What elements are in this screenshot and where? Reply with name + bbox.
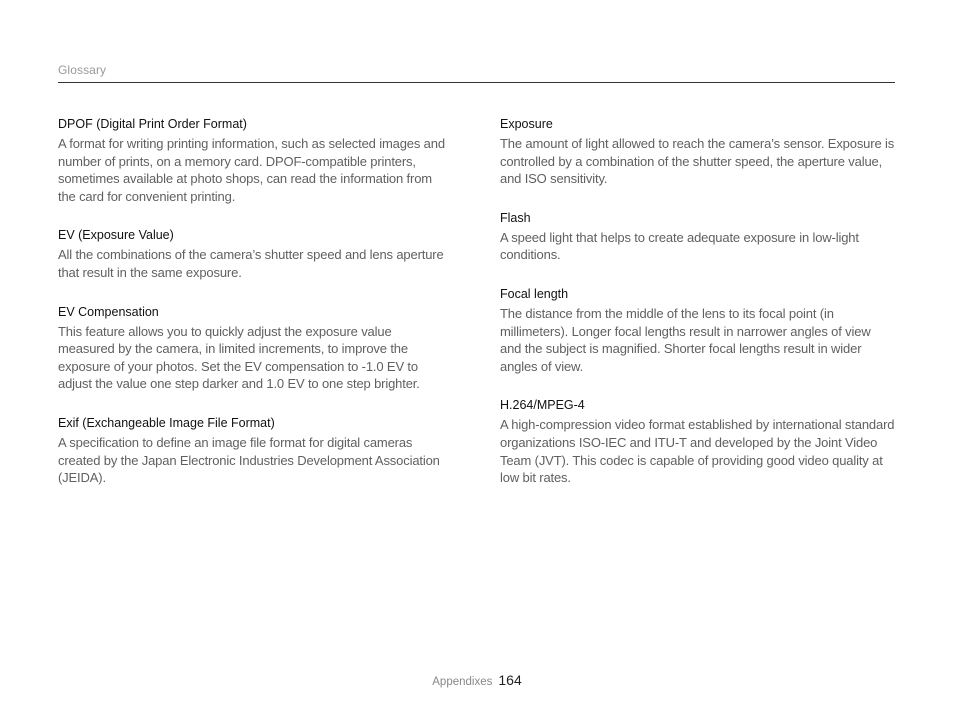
glossary-entry-flash <box>500 210 895 264</box>
glossary-entry-h264 <box>500 397 895 486</box>
glossary-definition: A specification to define an image file format for digital cameras created by the Japan Electronic Industries Development Association (JEIDA). <box>58 434 440 486</box>
page-number: 164 <box>498 672 522 688</box>
glossary-term: EV (Exposure Value) <box>58 228 174 243</box>
glossary-definition: A high-compression video format established by international standard organizations ISO-IEC and ITU-T and developed by the Joint Video Team (JVT). This codec is capable of providing good video quality at low bit rates. <box>500 417 895 486</box>
glossary-entry-exposure <box>500 116 895 188</box>
glossary-left-column <box>58 116 450 509</box>
glossary-definition: All the combinations of the camera’s shutter speed and lens aperture that result in the same exposure. <box>58 247 444 280</box>
glossary-entry-focal-length <box>500 286 895 375</box>
glossary-entry-ev-compensation <box>58 304 450 393</box>
header-title: Glossary <box>58 63 107 77</box>
glossary-term: H.264/MPEG-4 <box>500 398 585 413</box>
glossary-term: Flash <box>500 210 531 225</box>
page-footer <box>0 672 954 690</box>
glossary-definition: The distance from the middle of the lens to its focal point (in millimeters). Longer focal lengths result in narrower angles of view and the subject is magnified. Shorter focal lengths result in wider angles of view. <box>500 305 871 374</box>
glossary-definition: This feature allows you to quickly adjust the exposure value measured by the camera, in limited increments, to improve the exposure of your photos. Set the EV compensation to -1.0 EV to adjust the value one step darker and 1.0 EV to one step brighter. <box>58 323 420 392</box>
glossary-term: Exif (Exchangeable Image File Format) <box>58 415 275 430</box>
footer-section-label: Appendixes <box>432 676 493 688</box>
glossary-entry-ev <box>58 227 450 281</box>
glossary-definition: The amount of light allowed to reach the camera’s sensor. Exposure is controlled by a combination of the shutter speed, the aperture value, and ISO sensitivity. <box>500 136 895 187</box>
glossary-term: EV Compensation <box>58 304 159 319</box>
page-header <box>58 62 895 83</box>
glossary-term: Exposure <box>500 117 553 131</box>
glossary-entry-exif <box>58 415 450 487</box>
glossary-term: Focal length <box>500 286 569 301</box>
glossary-definition: A format for writing printing information, such as selected images and number of prints, on a memory card. DPOF-compatible printers, sometimes available at photo shops, can read the information from the card for convenient printing. <box>58 136 445 204</box>
glossary-right-column <box>500 116 895 509</box>
glossary-entry-dpof <box>58 116 450 205</box>
glossary-term: DPOF (Digital Print Order Format) <box>58 117 247 131</box>
glossary-definition: A speed light that helps to create adequate exposure in low-light conditions. <box>500 229 859 263</box>
